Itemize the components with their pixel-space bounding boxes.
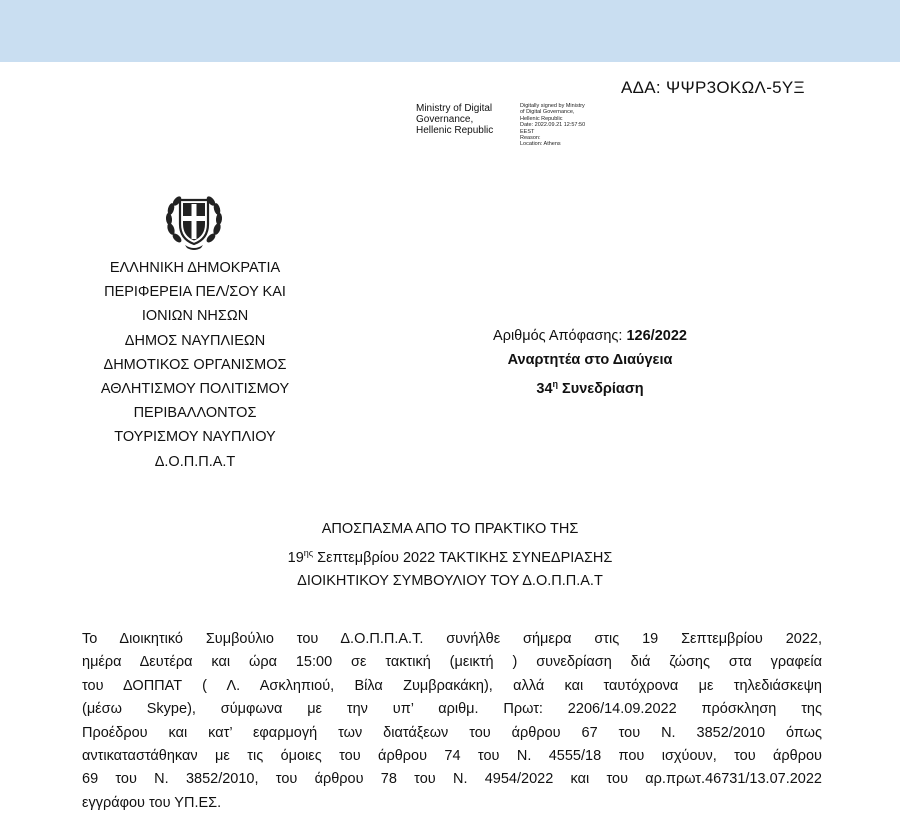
excerpt-day-suffix: ης — [303, 547, 314, 558]
excerpt-line — [150, 542, 750, 571]
authority-line: ΔΗΜΟΤΙΚΟΣ ΟΡΓΑΝΙΣΜΟΣ — [103, 356, 287, 373]
session-ordinal: 34 — [536, 381, 553, 397]
authority-line: ΙΟΝΙΩΝ ΝΗΣΩΝ — [141, 308, 249, 325]
page-top-band — [0, 0, 900, 62]
paragraph-line: (μέσω Skype), σύμφωνα με την υπ’ αριθμ. Πρωτ: 2206/14.09.2022 πρόσκληση της — [82, 701, 822, 718]
authority-line: ΑΘΛΗΤΙΣΜΟΥ ΠΟΛΙΤΙΣΜΟΥ — [100, 381, 290, 398]
decision-info-block — [430, 324, 750, 401]
ada-code: ΑΔΑ: ΨΨΡ3ΟΚΩΛ-5ΥΞ — [621, 78, 805, 97]
minutes-body-paragraph — [82, 628, 822, 815]
paragraph-line: ημέρα Δευτέρα και ώρα 15:00 σε τακτική (μεικτή ) συνεδρίαση διά ζώσης στα γραφεία — [82, 654, 822, 671]
session-label: Συνεδρίαση — [562, 381, 644, 397]
signer-line: Governance, — [416, 114, 474, 125]
decision-number-label: Αριθμός Απόφασης: — [493, 328, 623, 344]
issuing-authority-block — [40, 256, 350, 474]
signature-detail-line: EEST — [520, 128, 535, 135]
excerpt-heading — [150, 518, 750, 594]
paragraph-line: αντικαταστάθηκαν με τις όμοιες του άρθρου 74 του Ν. 4555/18 που ισχύουν, του άρθρου — [82, 748, 822, 765]
signature-detail-line: Hellenic Republic — [520, 115, 563, 122]
paragraph-line: του ΔΟΠΠΑΤ ( Λ. Ασκληπιού, Βίλα Ζυμβρακάκη), αλλά και ταυτόχρονα με τηλεδιάσκεψη — [82, 677, 822, 694]
signature-detail-line: Digitally signed by Ministry — [520, 103, 585, 109]
authority-line: ΠΕΡΙΒΑΛΛΟΝΤΟΣ — [133, 405, 257, 422]
paragraph-line: Το Διοικητικό Συμβούλιο του Δ.Ο.Π.Π.Α.Τ. συνήλθε σήμερα στις 19 Σεπτεμβρίου 2022, — [82, 631, 822, 647]
signature-detail-line: Date: 2022.09.21 12:57:50 — [520, 122, 586, 129]
digital-signature-signer — [416, 103, 493, 136]
posted-notice: Αναρτητέα στο Διαύγεια — [507, 352, 673, 368]
signer-line: Ministry of Digital — [416, 103, 493, 114]
authority-line: ΠΕΡΙΦΕΡΕΙΑ ΠΕΛ/ΣΟΥ ΚΑΙ — [104, 284, 286, 301]
session-ordinal-suffix: η — [552, 379, 559, 389]
session-number — [430, 372, 750, 401]
signer-line: Hellenic Republic — [416, 125, 494, 136]
signature-detail-line: of Digital Governance, — [520, 109, 575, 116]
authority-line: Δ.Ο.Π.Π.Α.Τ — [154, 453, 236, 470]
authority-line: ΤΟΥΡΙΣΜΟΥ ΝΑΥΠΛΙΟΥ — [114, 429, 276, 446]
signature-detail-line: Location: Athens — [520, 141, 561, 148]
excerpt-day: 19 — [287, 549, 304, 566]
digital-signature-details — [520, 103, 585, 148]
decision-number-value: 126/2022 — [626, 328, 687, 344]
authority-line: ΕΛΛΗΝΙΚΗ ΔΗΜΟΚΡΑΤΙΑ — [109, 260, 281, 276]
excerpt-line: ΑΠΟΣΠΑΣΜΑ ΑΠΟ ΤΟ ΠΡΑΚΤΙΚΟ ΤΗΣ — [321, 521, 579, 537]
excerpt-line: ΔΙΟΙΚΗΤΙΚΟΥ ΣΥΜΒΟΥΛΙΟΥ ΤΟΥ Δ.Ο.Π.Π.Α.Τ — [297, 573, 603, 589]
paragraph-line: εγγράφου του ΥΠ.ΕΣ. — [82, 794, 222, 811]
paragraph-line: 69 του Ν. 3852/2010, του άρθρου 78 του Ν. 4954/2022 και του αρ.πρωτ.46731/13.07.2022 — [82, 771, 822, 788]
authority-line: ΔΗΜΟΣ ΝΑΥΠΛΙΕΩΝ — [124, 332, 266, 349]
greek-coat-of-arms-icon — [163, 191, 225, 253]
excerpt-date-rest: Σεπτεμβρίου 2022 ΤΑΚΤΙΚΗΣ ΣΥΝΕΔΡΙΑΣΗΣ — [317, 549, 613, 566]
paragraph-line: Προέδρου και κατ’ εφαρμογή των διατάξεων του άρθρου 67 του Ν. 3852/2010 όπως — [82, 724, 822, 741]
signature-detail-line: Reason: — [520, 135, 541, 142]
decision-number — [430, 324, 750, 348]
